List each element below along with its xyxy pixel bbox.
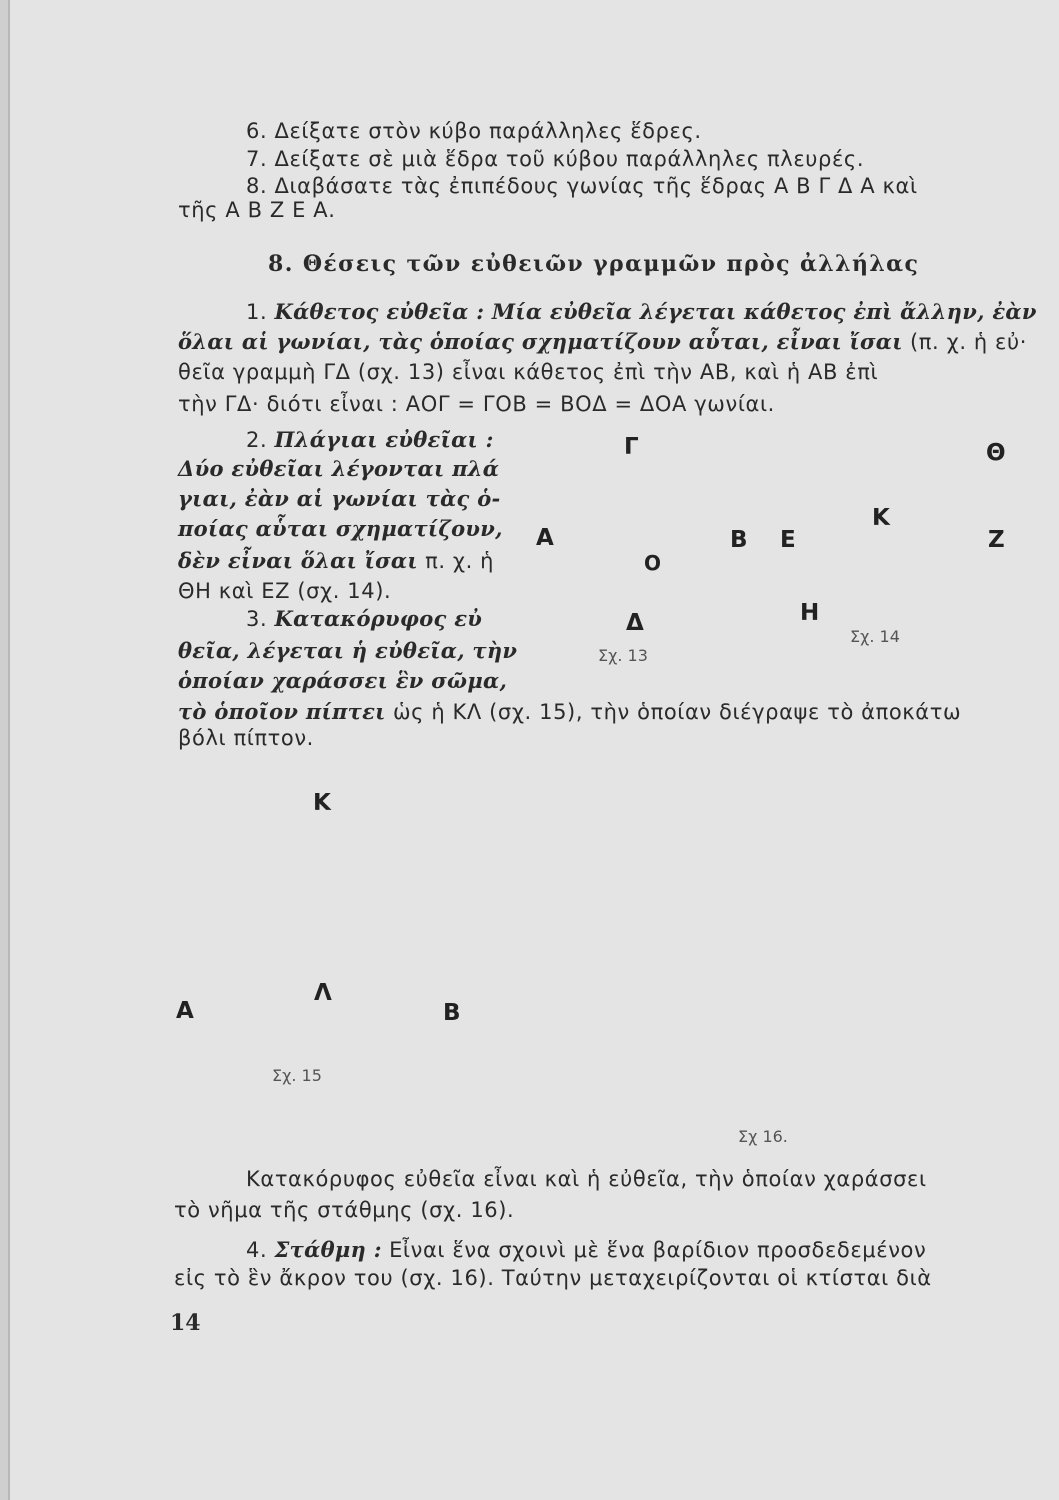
para-2-number: 2. bbox=[246, 428, 268, 452]
para-2-definition: δὲν εἶναι ὅλαι ἴσαι bbox=[178, 548, 418, 573]
exercise-8-cont: τῆς Α Β Ζ Ε Α. bbox=[178, 198, 336, 222]
para-1-example-start: (π. χ. ἡ εὐ· bbox=[910, 330, 1028, 354]
para-3-definition: τὸ ὁποῖον πίπτει bbox=[178, 699, 386, 724]
para-1-line-1 bbox=[246, 298, 1037, 326]
para-2-line-4: ποίας αὗται σχηματίζουν, bbox=[178, 516, 503, 541]
para-2-line-3: γιαι, ἐὰν αἱ γωνίαι τὰς ὁ- bbox=[178, 486, 501, 511]
para-2-term: Πλάγιαι εὐθεῖαι : bbox=[274, 427, 494, 452]
fig15-label-kappa: Κ bbox=[313, 790, 331, 816]
fig16-caption: Σχ 16. bbox=[738, 1127, 788, 1146]
fig15-label-lambda: Λ bbox=[314, 980, 332, 1006]
para-4-line-2: τὸ νῆμα τῆς στάθμης (σχ. 16). bbox=[174, 1198, 515, 1222]
book-page bbox=[8, 0, 1059, 1500]
fig15-caption: Σχ. 15 bbox=[272, 1066, 322, 1085]
fig13-label-delta: Δ bbox=[626, 610, 644, 636]
section-heading: 8. Θέσεις τῶν εὐθειῶν γραμμῶν πρὸς ἀλλήλας bbox=[268, 251, 920, 277]
fig14-label-eta: Η bbox=[800, 600, 820, 626]
para-1-number: 1. bbox=[246, 300, 268, 324]
para-1-line-3: θεῖα γραμμὴ ΓΔ (σχ. 13) εἶναι κάθετος ἐπὶ τὴν ΑΒ, καὶ ἡ ΑΒ ἐπὶ bbox=[178, 360, 879, 384]
fig14-label-kappa: Κ bbox=[872, 505, 890, 531]
fig14-label-theta: Θ bbox=[986, 440, 1006, 466]
para-2-line-1 bbox=[246, 426, 494, 454]
para-1-definition: ὅλαι αἱ γωνίαι, τὰς ὁποίας σχηματίζουν αὗται, εἶναι ἴσαι bbox=[178, 329, 903, 354]
fig13-label-alpha: Α bbox=[536, 525, 554, 551]
fig15-label-beta: Β bbox=[443, 1000, 461, 1026]
para-3-line-2: θεῖα, λέγεται ἡ εὐθεῖα, τὴν bbox=[178, 638, 518, 663]
para-2-line-6: ΘΗ καὶ ΕΖ (σχ. 14). bbox=[178, 579, 392, 603]
exercise-6: 6. Δείξατε στὸν κύβο παράλληλες ἕδρες. bbox=[246, 119, 702, 143]
para-5-line-1 bbox=[246, 1236, 926, 1264]
exercise-8: 8. Διαβάσατε τὰς ἐπιπέδους γωνίας τῆς ἕδρας Α Β Γ Δ Α καὶ bbox=[246, 174, 918, 198]
para-2-example-start: π. χ. ἡ bbox=[425, 549, 495, 573]
para-5-number: 4. bbox=[246, 1238, 268, 1262]
para-1-line-4: τὴν ΓΔ· διότι εἶναι : ΑΟΓ = ΓΟΒ = ΒΟΔ = ΔΟΑ γωνίαι. bbox=[178, 392, 775, 416]
para-3-term: Κατακόρυφος εὐ bbox=[274, 606, 483, 631]
para-2-line-5 bbox=[178, 547, 494, 575]
para-4-line-1: Κατακόρυφος εὐθεῖα εἶναι καὶ ἡ εὐθεῖα, τὴν ὁποίαν χαράσσει bbox=[246, 1167, 927, 1191]
fig13-caption: Σχ. 13 bbox=[598, 646, 648, 665]
fig14-label-epsilon: Ε bbox=[780, 527, 796, 553]
para-1-line-2 bbox=[178, 328, 1027, 356]
fig15-label-alpha: Α bbox=[176, 998, 194, 1024]
para-3-line-1 bbox=[246, 605, 482, 633]
fig14-caption: Σχ. 14 bbox=[850, 627, 900, 646]
fig14-label-zeta: Ζ bbox=[988, 527, 1005, 553]
page-number: 14 bbox=[170, 1310, 201, 1336]
para-3-example: ὡς ἡ ΚΛ (σχ. 15), τὴν ὁποίαν διέγραψε τὸ ἀποκάτω bbox=[392, 700, 962, 724]
fig13-label-gamma: Γ bbox=[624, 434, 639, 460]
para-5-line-2: εἰς τὸ ἓν ἄκρον του (σχ. 16). Ταύτην μεταχειρίζονται οἱ κτίσται διὰ bbox=[174, 1266, 932, 1290]
para-1-term: Κάθετος εὐθεῖα : Μία εὐθεῖα λέγεται κάθετος ἐπὶ ἄλλην, ἐὰν bbox=[274, 299, 1037, 324]
para-5-term: Στάθμη : bbox=[274, 1237, 382, 1262]
fig13-label-beta: Β bbox=[730, 527, 748, 553]
para-2-line-2: Δύο εὐθεῖαι λέγονται πλά bbox=[178, 456, 500, 481]
para-3-line-5: βόλι πίπτον. bbox=[178, 726, 314, 750]
para-5-definition: Εἶναι ἕνα σχοινὶ μὲ ἕνα βαρίδιον προσδεδεμένον bbox=[389, 1238, 927, 1262]
para-3-number: 3. bbox=[246, 607, 268, 631]
exercise-7: 7. Δείξατε σὲ μιὰ ἕδρα τοῦ κύβου παράλληλες πλευρές. bbox=[246, 147, 865, 171]
para-3-line-3: ὁποίαν χαράσσει ἓν σῶμα, bbox=[178, 668, 508, 693]
fig13-label-omicron: Ο bbox=[644, 551, 662, 575]
para-3-line-4 bbox=[178, 698, 961, 726]
